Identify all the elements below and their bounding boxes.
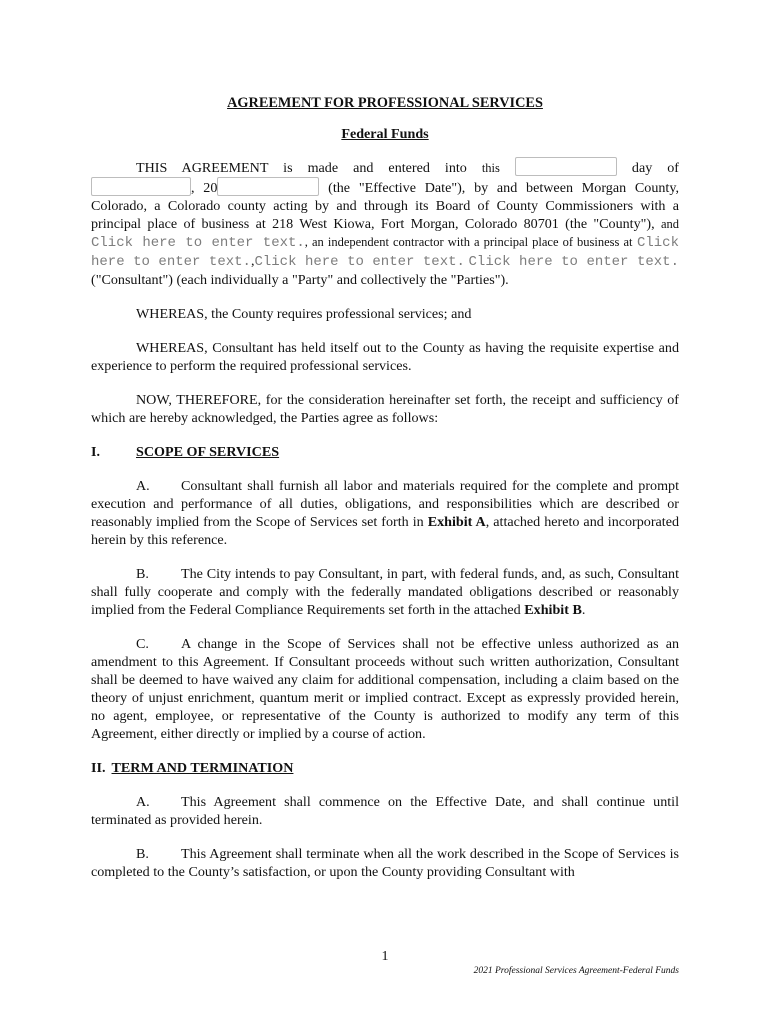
section-1-a-label: A.	[136, 478, 150, 494]
intro-paragraph	[91, 177, 679, 289]
section-1-a-text: Consultant shall furnish all labor and materials required for the complete and prompt execution and performance of all duties, obligations, and responsibilities which are described or reasonably implied from the Scope of Services set forth in	[91, 478, 679, 530]
intro-text-contractor: , an independent contractor with a principal place of business at	[304, 235, 633, 249]
section-1-b	[91, 565, 679, 619]
consultant-name-field[interactable]: Click here to enter text.	[91, 235, 305, 251]
year-field[interactable]	[217, 177, 319, 196]
agreement-title: AGREEMENT FOR PROFESSIONAL SERVICES	[227, 95, 543, 111]
section-2-b	[91, 845, 679, 881]
exhibit-b-ref: Exhibit B	[524, 602, 582, 618]
intro-text-effective-date: (the "Effective Date"), by and between Morgan County, Colorado, a Colorado county acting by and through its Board of County Commissioners with a principal place of business at 218 West Kiowa, Fort Morgan, Colorado 80701 (the "County"),	[91, 180, 679, 232]
month-field[interactable]	[91, 177, 191, 196]
whereas-paragraph-2: WHEREAS, Consultant has held itself out to the County as having the requisite expertise and experience to perform the required professional services.	[91, 340, 679, 374]
whereas-paragraph-1: WHEREAS, the County requires professional services; and	[136, 306, 472, 322]
agreement-subtitle: Federal Funds	[341, 126, 429, 142]
consultant-address-field[interactable]: Click here to enter text.	[91, 235, 679, 270]
intro-text-comma: ,	[250, 253, 255, 269]
section-1-a	[91, 477, 679, 549]
section-1-c-text: A change in the Scope of Services shall not be effective unless authorized as an amendment to this Agreement. If Consultant proceeds without such written authorization, Consultant shall be deemed to have waived any claim for additional compensation, including a claim based on the theory of unjust enrichment, quantum merit or implied contract. Except as expressly provided herein, no agent, employee, or representative of the County is authorized to modify any term of this Agreement, either directly or implied by a course of action.	[91, 636, 679, 742]
section-2-a	[91, 793, 679, 829]
section-1-c-label: C.	[136, 636, 149, 652]
section-1-title: SCOPE OF SERVICES	[136, 444, 280, 460]
section-1-heading	[91, 443, 679, 461]
section-1-b-text: The City intends to pay Consultant, in part, with federal funds, and, as such, Consultant shall fully cooperate and comply with the federally mandated obligations described or reasonably implied from the Federal Compliance Requirements set forth in the attached	[91, 566, 679, 618]
consultant-state-field[interactable]: Click here to enter text.	[468, 254, 679, 270]
intro-text-year-prefix: , 20	[191, 180, 218, 196]
consultant-city-field[interactable]: Click here to enter text.	[254, 254, 465, 270]
section-1-b-end: .	[581, 602, 586, 618]
section-2-heading	[91, 759, 679, 777]
section-2-b-text: This Agreement shall terminate when all the work described in the Scope of Services is completed to the County’s satisfaction, or upon the County providing Consultant with	[91, 846, 679, 880]
intro-text-1: THIS AGREEMENT is made and entered into	[136, 160, 467, 176]
document-body	[91, 94, 679, 881]
intro-text-and: and	[660, 217, 680, 231]
now-therefore-paragraph: NOW, THEREFORE, for the consideration hereinafter set forth, the receipt and sufficiency of which are hereby acknowledged, the Parties agree as follows:	[91, 392, 679, 426]
section-2-title: TERM AND TERMINATION	[111, 760, 294, 776]
exhibit-a-ref: Exhibit A	[427, 514, 486, 530]
footer-document-title: 2021 Professional Services Agreement-Federal Funds	[473, 966, 679, 976]
intro-text-this: this	[481, 161, 500, 175]
intro-text-parties: ("Consultant") (each individually a "Party" and collectively the "Parties").	[91, 272, 509, 288]
section-2-a-text: This Agreement shall commence on the Effective Date, and shall continue until terminated as provided herein.	[91, 794, 679, 828]
section-2-a-label: A.	[136, 794, 150, 810]
section-2-b-label: B.	[136, 846, 149, 862]
intro-text-day-of: day of	[631, 160, 679, 176]
day-field[interactable]	[515, 157, 617, 176]
section-2-number: II.	[91, 760, 106, 776]
section-1-a-end: , attached hereto and incorporated herein by this reference.	[91, 514, 680, 548]
page-number: 1	[381, 949, 389, 964]
intro-line-1	[91, 157, 679, 177]
section-1-b-label: B.	[136, 566, 149, 582]
section-1-c	[91, 635, 679, 743]
section-1-number: I.	[91, 444, 101, 460]
